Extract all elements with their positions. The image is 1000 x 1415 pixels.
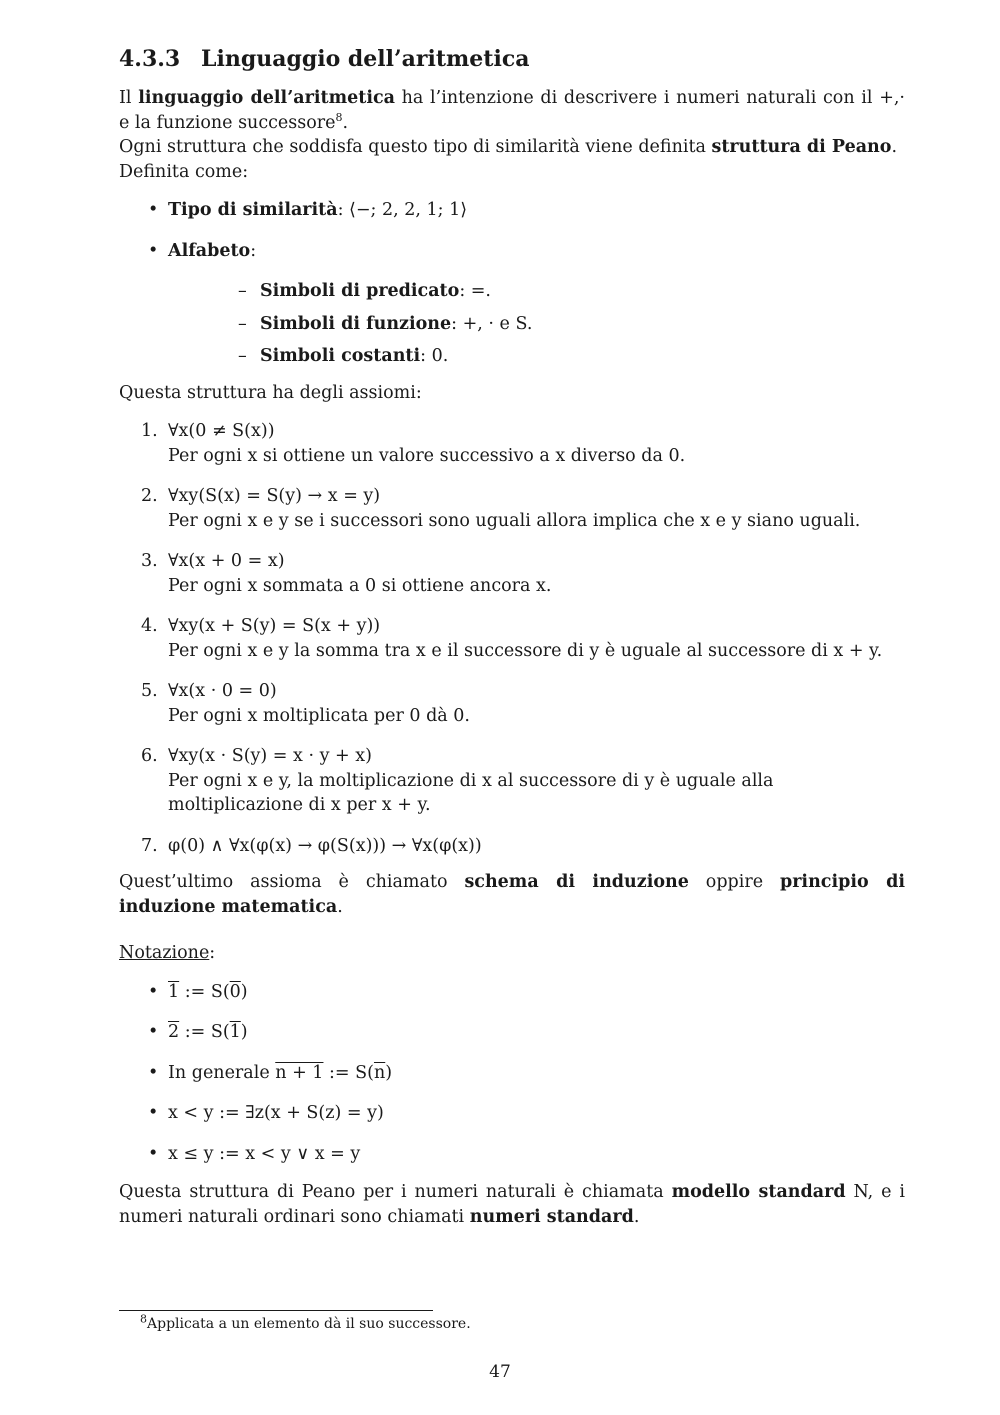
notation-heading [119, 941, 905, 966]
peano-definition-paragraph [119, 135, 905, 160]
section-number: 4.3.3 [119, 46, 181, 72]
notation-item [119, 980, 905, 1005]
intro-paragraph [119, 86, 905, 135]
notation-text: := S( [179, 1022, 230, 1042]
induction-paragraph [119, 870, 905, 919]
overlined-term: n + 1 [275, 1062, 324, 1083]
axiom-formula: ∀x(0 ≠ S(x)) [168, 421, 275, 441]
sublist-item [168, 312, 905, 337]
axiom-item [119, 484, 905, 533]
axiom-explanation: Per ogni x e y, la moltiplicazione di x al successore di y è uguale alla moltiplicazione di x per x + y. [168, 770, 774, 815]
symbol-category-value: : +, · e S. [451, 313, 533, 334]
axiom-number: 2. [141, 486, 158, 506]
axioms-list [119, 419, 905, 858]
sublist-item [168, 344, 905, 369]
induction-text: Quest’ultimo assioma è chiamato [119, 872, 465, 892]
list-item [119, 239, 905, 369]
axioms-intro: Questa struttura ha degli assiomi: [119, 382, 422, 403]
intro-text: Il [119, 88, 139, 108]
axiom-number: 6. [141, 746, 158, 766]
induction-term: schema di induzione [464, 872, 689, 892]
axiom-formula: ∀xy(S(x) = S(y) → x = y) [168, 486, 381, 506]
axiom-formula: ∀xy(x · S(y) = x · y + x) [168, 746, 372, 766]
closing-paragraph [119, 1180, 905, 1229]
page-number: 47 [489, 1362, 511, 1382]
notation-text: ) [240, 981, 248, 1002]
intro-term: linguaggio dell’aritmetica [138, 88, 395, 108]
section-title: Linguaggio dell’aritmetica [201, 46, 530, 72]
notation-item [119, 1020, 905, 1045]
notation-list [119, 980, 905, 1167]
induction-text: . [337, 896, 343, 917]
notation-item [119, 1142, 905, 1167]
closing-term: modello standard [671, 1182, 846, 1202]
axiom-number: 1. [141, 421, 158, 441]
page-body [119, 44, 905, 1229]
symbol-category-label: Simboli di predicato [260, 281, 460, 301]
closing-text: Questa struttura di Peano per i numeri naturali è chiamata [119, 1182, 672, 1202]
overlined-term: 2 [168, 1022, 180, 1042]
axiom-explanation: Per ogni x e y la somma tra x e il successore di y è uguale al successore di x + y. [168, 640, 883, 661]
notation-item [119, 1061, 905, 1086]
axiom-explanation: Per ogni x e y se i successori sono uguali allora implica che x e y siano uguali. [168, 510, 861, 531]
footnote-text: Applicata a un elemento dà il suo successore. [147, 1316, 471, 1332]
alphabet-label: Alfabeto [168, 240, 251, 261]
notation-text: ) [240, 1022, 248, 1042]
sublist-item [168, 279, 905, 304]
overlined-term: 0 [229, 981, 241, 1002]
axiom-explanation: Per ogni x sommata a 0 si ottiene ancora x. [168, 575, 552, 596]
notation-text: ) [385, 1062, 393, 1083]
axiom-formula: ∀xy(x + S(y) = S(x + y)) [168, 616, 381, 636]
similarity-value: : ⟨−; 2, 2, 1; 1⟩ [337, 200, 468, 220]
notation-text: In generale [168, 1062, 276, 1083]
footnote-ref[interactable]: 8 [335, 110, 343, 124]
axiom-item [119, 679, 905, 728]
intro-text: ha l’intenzione di descrivere i numeri naturali con il +,· e la funzione successore [119, 88, 905, 133]
axiom-explanation: Per ogni x si ottiene un valore successivo a x diverso da 0. [168, 445, 686, 466]
symbol-category-value: : =. [459, 281, 491, 301]
induction-text: oppire [688, 872, 780, 892]
overlined-term: 1 [168, 981, 180, 1002]
alphabet-colon: : [250, 240, 257, 261]
axiom-number: 4. [141, 616, 158, 636]
notation-text: x < y := ∃z(x + S(z) = y) [168, 1103, 384, 1123]
definition-list [119, 198, 905, 369]
peano-text: Ogni struttura che soddisfa questo tipo di similarità viene definita [119, 137, 712, 157]
alphabet-sublist [168, 279, 905, 369]
section-heading [119, 44, 905, 74]
axiom-item [119, 549, 905, 598]
axiom-item [119, 614, 905, 663]
footnote-rule [119, 1310, 433, 1311]
closing-text: . [633, 1206, 640, 1227]
footnote [140, 1314, 471, 1334]
defined-as-line: Definita come: [119, 161, 249, 182]
notation-text: := S( [179, 981, 230, 1002]
notation-label: Notazione [119, 943, 210, 963]
list-item [119, 198, 905, 223]
axiom-number: 3. [141, 551, 158, 571]
axiom-item [119, 419, 905, 468]
axiom-item [119, 834, 905, 859]
peano-text: . [891, 137, 898, 157]
overlined-term: $\overline{n}$ [373, 1062, 386, 1083]
notation-colon: : [209, 943, 216, 963]
symbol-category-value: : 0. [420, 346, 449, 366]
symbol-category-label: Simboli costanti [260, 346, 421, 366]
closing-text: N, e i numeri naturali ordinari sono chiamati [119, 1182, 905, 1227]
axiom-explanation: Per ogni x moltiplicata per 0 dà 0. [168, 705, 470, 726]
footnote-mark: 8 [140, 1312, 147, 1326]
axiom-number: 5. [141, 681, 158, 701]
axiom-formula: φ(0) ∧ ∀x(φ(x) → φ(S(x))) → ∀x(φ(x)) [168, 835, 482, 856]
similarity-label: Tipo di similarità [168, 200, 338, 220]
closing-term: numeri standard [469, 1206, 634, 1227]
axiom-formula: ∀x(x + 0 = x) [168, 551, 285, 571]
overlined-term: 1 [229, 1022, 241, 1042]
notation-text: := S( [323, 1062, 374, 1083]
induction-term: principio di induzione matematica [119, 872, 905, 917]
notation-item [119, 1101, 905, 1126]
intro-text: . [342, 112, 349, 133]
peano-term: struttura di Peano [711, 137, 892, 157]
axiom-formula: ∀x(x · 0 = 0) [168, 681, 277, 701]
axiom-item [119, 744, 905, 818]
notation-text: x ≤ y := x < y ∨ x = y [168, 1143, 361, 1164]
symbol-category-label: Simboli di funzione [260, 313, 452, 334]
axiom-number: 7. [141, 835, 158, 856]
